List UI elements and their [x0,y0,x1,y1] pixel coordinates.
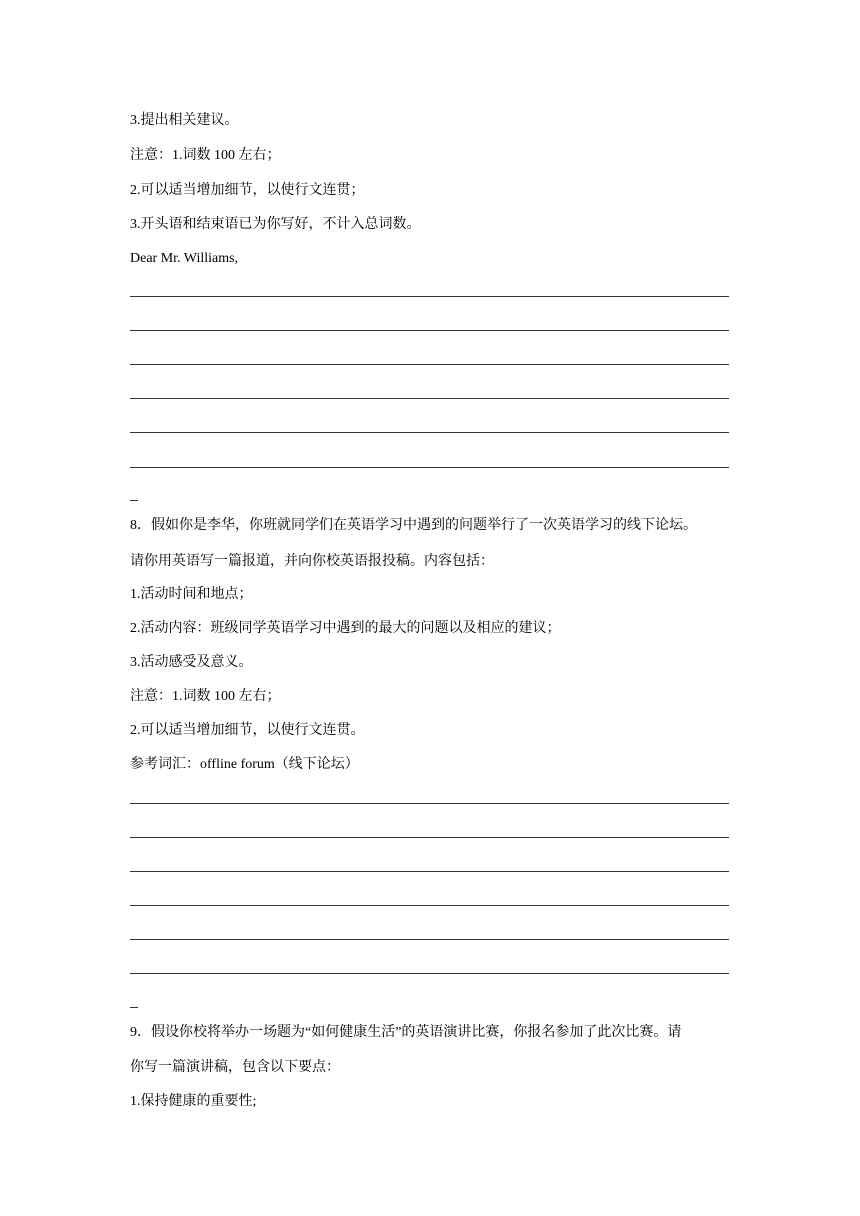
q9-intro-line-1: 9．假设你校将举办一场题为“如何健康生活”的英语演讲比赛，你报名参加了此次比赛。请 [130,1025,682,1040]
q8-point-1: 1.活动时间和地点； [130,587,253,602]
q8-intro-line-2: 请你用英语写一篇报道，并向你校英语报投稿。内容包括： [130,554,494,569]
answer-line[interactable] [130,330,729,331]
q8-point-2: 2.活动内容：班级同学英语学习中遇到的最大的问题以及相应的建议； [130,621,561,636]
answer-line[interactable] [130,467,729,468]
answer-line[interactable] [130,871,729,872]
q7-note-2: 2.可以适当增加细节，以使行文连贯； [130,183,365,198]
q8-vocab: 参考词汇：offline forum（线下论坛） [130,757,359,772]
q7-point-3: 3.提出相关建议。 [130,113,239,128]
answer-line[interactable] [130,432,729,433]
q8-point-3: 3.活动感受及意义。 [130,655,253,670]
answer-line-end-mark [130,1007,138,1008]
answer-line[interactable] [130,905,729,906]
q9-point-1: 1.保持健康的重要性; [130,1094,257,1109]
q7-note-1: 注意：1.词数 100 左右； [130,148,281,163]
answer-line[interactable] [130,973,729,974]
answer-line[interactable] [130,398,729,399]
answer-line[interactable] [130,837,729,838]
q8-note-1: 注意：1.词数 100 左右； [130,689,281,704]
answer-line[interactable] [130,939,729,940]
q8-note-2: 2.可以适当增加细节，以使行文连贯。 [130,723,365,738]
q8-intro-line-1: 8．假如你是李华，你班就同学们在英语学习中遇到的问题举行了一次英语学习的线下论坛。 [130,518,697,533]
q9-intro-line-2: 你写一篇演讲稿，包含以下要点： [130,1060,340,1075]
answer-line-end-mark [130,500,138,501]
answer-line[interactable] [130,296,729,297]
answer-line[interactable] [130,803,729,804]
answer-line[interactable] [130,364,729,365]
q7-salutation: Dear Mr. Williams, [130,251,239,266]
q7-note-3: 3.开头语和结束语已为你写好，不计入总词数。 [130,217,421,232]
